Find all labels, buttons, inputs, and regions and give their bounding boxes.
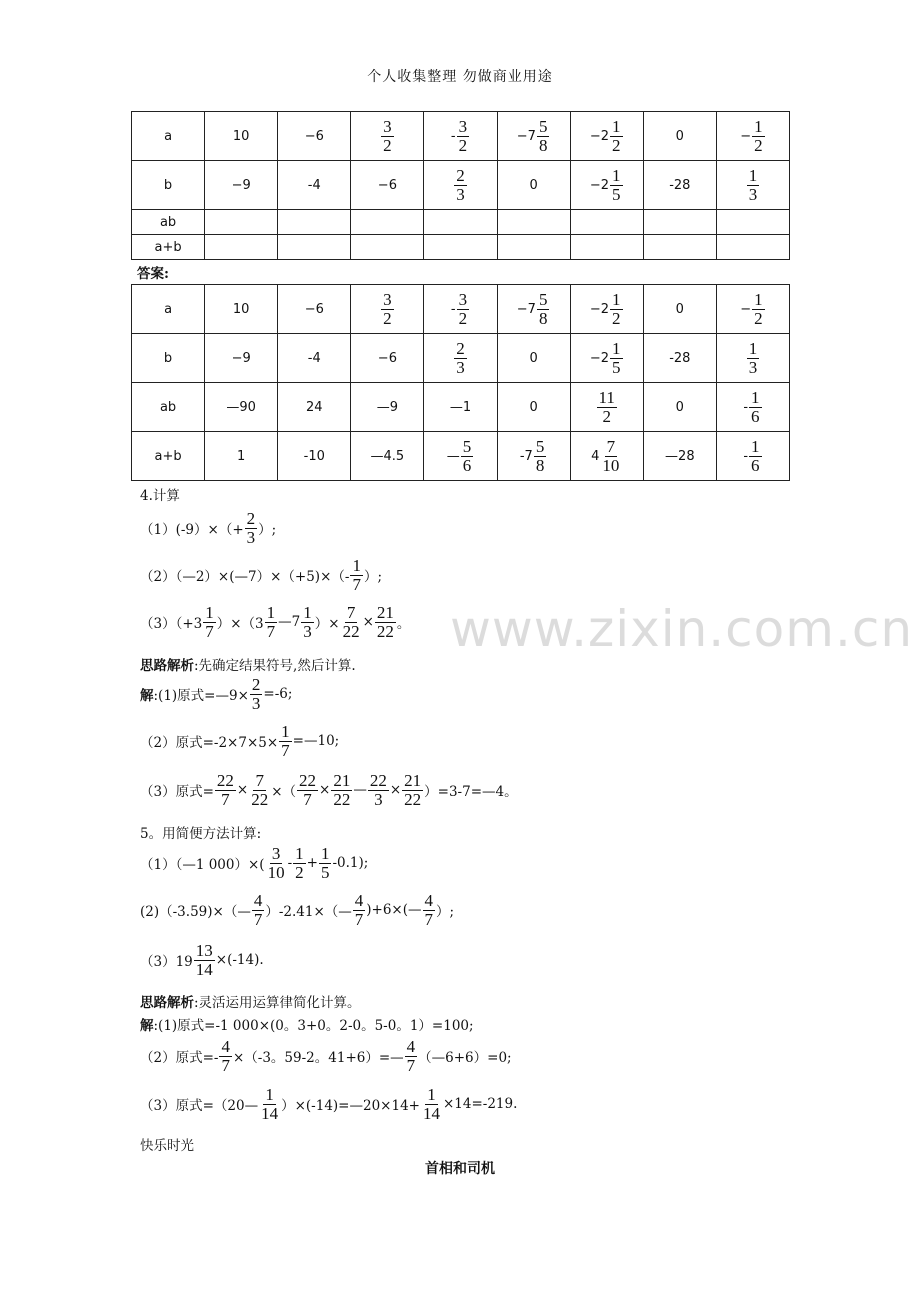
table-cell: -4	[278, 161, 351, 210]
table-row	[132, 334, 790, 383]
table-cell	[716, 112, 789, 161]
solution-4-1: 解 :(1)原式=—9× $\frac{2}{3}$ =-6;	[140, 675, 293, 713]
table-cell	[424, 112, 497, 161]
row-label: a+b	[132, 432, 205, 481]
section-4-title: 4.计算	[140, 488, 180, 504]
fraction: $\frac{1}{7}$	[281, 722, 290, 760]
fraction: $\frac{5}{6}$	[462, 436, 472, 475]
table-cell: —28	[643, 432, 716, 481]
problem-5-3: （3）19 $\frac{13}{14}$ ×(-14).	[140, 941, 264, 979]
table-cell	[643, 235, 716, 260]
fraction: $\frac{1}{6}$	[751, 387, 760, 426]
fraction: $\frac{4}{7}$	[406, 1037, 416, 1075]
cell-prefix: −	[740, 128, 752, 144]
fraction: $\frac{11}{2}$	[598, 387, 615, 426]
fraction: $\frac{4}{7}$	[221, 1037, 230, 1075]
table-cell	[716, 432, 789, 481]
fraction: $\frac{1}{2}$	[295, 844, 304, 882]
table-cell: 0	[643, 383, 716, 432]
cell-prefix: -	[450, 128, 456, 144]
fraction: $\frac{1}{2}$	[754, 289, 763, 328]
table-cell	[424, 210, 497, 235]
row-label: a	[132, 112, 205, 161]
fraction: $\frac{1}{14}$	[422, 1085, 440, 1123]
table-row	[132, 383, 790, 432]
table-cell	[570, 432, 643, 481]
fraction: $\frac{22}{7}$	[299, 771, 317, 809]
fraction: $\frac{3}{2}$	[458, 289, 468, 328]
cell-prefix: -	[450, 301, 456, 317]
cell-prefix: −2	[589, 350, 610, 366]
fraction: $\frac{1}{7}$	[266, 603, 276, 641]
fraction: $\frac{5}{8}$	[538, 116, 548, 155]
solution-4-3: （3）原式= $\frac{22}{7}$ × $\frac{7}{22}$ ×（ $\frac{22}{7}$ × $\frac{21}{22}$ — $\frac{22}{3}$ × $\frac{21}{22}$ ）=3-7=—4。	[140, 771, 518, 809]
table-cell	[716, 334, 789, 383]
table-cell: -28	[643, 161, 716, 210]
fraction: $\frac{1}{5}$	[612, 338, 621, 377]
table-cell	[716, 210, 789, 235]
fraction: $\frac{4}{7}$	[424, 891, 434, 929]
problem-4-1: （1）(-9）×（+ $\frac{2}{3}$ ）;	[140, 509, 277, 547]
table-cell: -28	[643, 334, 716, 383]
fraction: $\frac{1}{5}$	[612, 165, 621, 204]
hint-4: 思路解析 :先确定结果符号,然后计算.	[140, 658, 356, 674]
table-cell	[570, 285, 643, 334]
fraction: $\frac{21}{22}$	[376, 603, 394, 641]
cell-prefix: −2	[589, 128, 610, 144]
table-cell: 0	[497, 334, 570, 383]
problem-5-2: (2)（-3.59)×（— $\frac{4}{7}$ ）-2.41×（— $\frac{4}{7}$ )+6×(— $\frac{4}{7}$ ）;	[140, 891, 455, 929]
fraction: $\frac{1}{6}$	[751, 436, 760, 475]
cell-prefix: −2	[589, 301, 610, 317]
answer-table	[131, 284, 790, 481]
table-cell	[570, 334, 643, 383]
table-cell	[570, 161, 643, 210]
solution-5-3: （3）原式=（20— $\frac{1}{14}$ ）×(-14)=—20×14+ $\frac{1}{14}$ ×14=-219.	[140, 1085, 518, 1123]
table-cell	[497, 432, 570, 481]
fraction: $\frac{1}{7}$	[205, 603, 214, 641]
table-cell	[497, 210, 570, 235]
table-cell	[351, 210, 424, 235]
table-cell	[716, 383, 789, 432]
table-row	[132, 112, 790, 161]
table-cell: −6	[351, 161, 424, 210]
table-cell	[716, 235, 789, 260]
table-cell	[716, 285, 789, 334]
cell-prefix: −	[740, 301, 752, 317]
table-cell	[351, 112, 424, 161]
problem-4-2: （2）（—2）×(—7）×（+5)×（- $\frac{1}{7}$ ）;	[140, 556, 383, 594]
table-cell	[643, 210, 716, 235]
fraction: $\frac{2}{3}$	[246, 509, 256, 547]
fraction: $\frac{3}{2}$	[383, 289, 392, 328]
fraction: $\frac{7}{22}$	[251, 771, 269, 809]
row-label: ab	[132, 383, 205, 432]
answer-label: 答案:	[137, 266, 169, 282]
table-cell	[497, 112, 570, 161]
fraction: $\frac{1}{7}$	[352, 556, 361, 594]
fraction: $\frac{3}{10}$	[267, 844, 285, 882]
fraction: $\frac{2}{3}$	[251, 675, 261, 713]
table-row	[132, 235, 790, 260]
fraction: $\frac{21}{22}$	[333, 771, 351, 809]
table-cell: −9	[205, 334, 278, 383]
table-cell	[278, 235, 351, 260]
cell-prefix: −2	[589, 177, 610, 193]
table-cell: −6	[278, 112, 351, 161]
table-cell: 10	[205, 112, 278, 161]
cell-prefix: -	[743, 448, 749, 464]
fraction: $\frac{22}{3}$	[369, 771, 387, 809]
table-cell: -10	[278, 432, 351, 481]
exercise-table	[131, 111, 790, 260]
table-cell: -4	[278, 334, 351, 383]
story-title: 首相和司机	[425, 1161, 495, 1177]
table-row	[132, 432, 790, 481]
row-label: b	[132, 161, 205, 210]
problem-4-3: （3）（+3 $\frac{1}{7}$ ）×（3 $\frac{1}{7}$ —7 $\frac{1}{3}$ ）× $\frac{7}{22}$ × $\frac{21}{22}$ 。	[140, 603, 411, 641]
fraction: $\frac{2}{3}$	[456, 165, 465, 204]
table-cell	[570, 235, 643, 260]
fraction: $\frac{22}{7}$	[216, 771, 234, 809]
fraction: $\frac{5}{8}$	[538, 289, 548, 328]
row-label: a+b	[132, 235, 205, 260]
fraction: $\frac{1}{14}$	[261, 1085, 279, 1123]
fraction: $\frac{3}{2}$	[458, 116, 468, 155]
table-cell: 0	[497, 383, 570, 432]
table-cell: −6	[278, 285, 351, 334]
solution-4-2: （2）原式=-2×7×5× $\frac{1}{7}$ =—10;	[140, 722, 340, 760]
fraction: $\frac{1}{2}$	[754, 116, 763, 155]
table-cell: —9	[351, 383, 424, 432]
table-cell: —90	[205, 383, 278, 432]
table-cell	[424, 161, 497, 210]
table-cell	[570, 383, 643, 432]
fraction: $\frac{4}{7}$	[253, 891, 263, 929]
cell-prefix: −7	[516, 301, 536, 317]
cell-prefix: −7	[516, 128, 536, 144]
fraction: $\frac{5}{8}$	[535, 436, 545, 475]
footer-label: 快乐时光	[140, 1138, 194, 1154]
table-cell: —4.5	[351, 432, 424, 481]
table-cell: 10	[205, 285, 278, 334]
fraction: $\frac{1}{5}$	[320, 844, 330, 882]
table-cell	[497, 235, 570, 260]
fraction: $\frac{1}{3}$	[748, 165, 758, 204]
table-row	[132, 161, 790, 210]
fraction: $\frac{1}{2}$	[612, 116, 621, 155]
fraction: $\frac{7}{10}$	[602, 436, 620, 475]
table-cell	[424, 432, 497, 481]
table-row	[132, 210, 790, 235]
table-cell	[351, 285, 424, 334]
table-cell	[424, 285, 497, 334]
table-cell	[278, 210, 351, 235]
solution-5-2: （2）原式=- $\frac{4}{7}$ ×（-3。59-2。41+6）=— $\frac{4}{7}$ （—6+6）=0;	[140, 1037, 512, 1075]
table-cell	[570, 112, 643, 161]
table-cell: 0	[497, 161, 570, 210]
cell-prefix: —	[446, 448, 460, 464]
table-cell	[205, 210, 278, 235]
row-label: a	[132, 285, 205, 334]
table-cell: 0	[643, 285, 716, 334]
fraction: $\frac{7}{22}$	[342, 603, 360, 641]
fraction: $\frac{4}{7}$	[354, 891, 364, 929]
cell-prefix: -7	[519, 448, 533, 464]
cell-prefix: 4	[591, 448, 600, 464]
fraction: $\frac{1}{2}$	[612, 289, 621, 328]
fraction: $\frac{13}{14}$	[195, 941, 213, 979]
fraction: $\frac{21}{22}$	[404, 771, 422, 809]
page-header: 个人收集整理 勿做商业用途	[367, 69, 553, 85]
table-cell: —1	[424, 383, 497, 432]
table-cell	[424, 334, 497, 383]
fraction: $\frac{2}{3}$	[456, 338, 465, 377]
table-cell	[351, 235, 424, 260]
fraction: $\frac{1}{3}$	[748, 338, 758, 377]
fraction: $\frac{1}{3}$	[303, 603, 312, 641]
table-cell: 24	[278, 383, 351, 432]
cell-prefix: -	[743, 399, 749, 415]
table-cell	[716, 161, 789, 210]
problem-5-1: （1）（—1 000）×( $\frac{3}{10}$ - $\frac{1}{2}$ + $\frac{1}{5}$ -0.1);	[140, 844, 369, 882]
table-cell	[570, 210, 643, 235]
table-cell	[497, 285, 570, 334]
table-cell: 1	[205, 432, 278, 481]
table-cell: 0	[643, 112, 716, 161]
solution-5-1: 解 :(1)原式=-1 000×(0。3+0。2-0。5-0。1）=100;	[140, 1018, 474, 1034]
row-label: ab	[132, 210, 205, 235]
table-cell: −6	[351, 334, 424, 383]
table-row	[132, 285, 790, 334]
fraction: $\frac{3}{2}$	[383, 116, 392, 155]
table-cell	[205, 235, 278, 260]
hint-5: 思路解析 :灵活运用运算律简化计算。	[140, 995, 361, 1011]
table-cell	[424, 235, 497, 260]
table-cell: −9	[205, 161, 278, 210]
watermark: www.zixin.com.cn	[450, 600, 914, 658]
row-label: b	[132, 334, 205, 383]
section-5-title: 5。用简便方法计算:	[140, 826, 262, 842]
